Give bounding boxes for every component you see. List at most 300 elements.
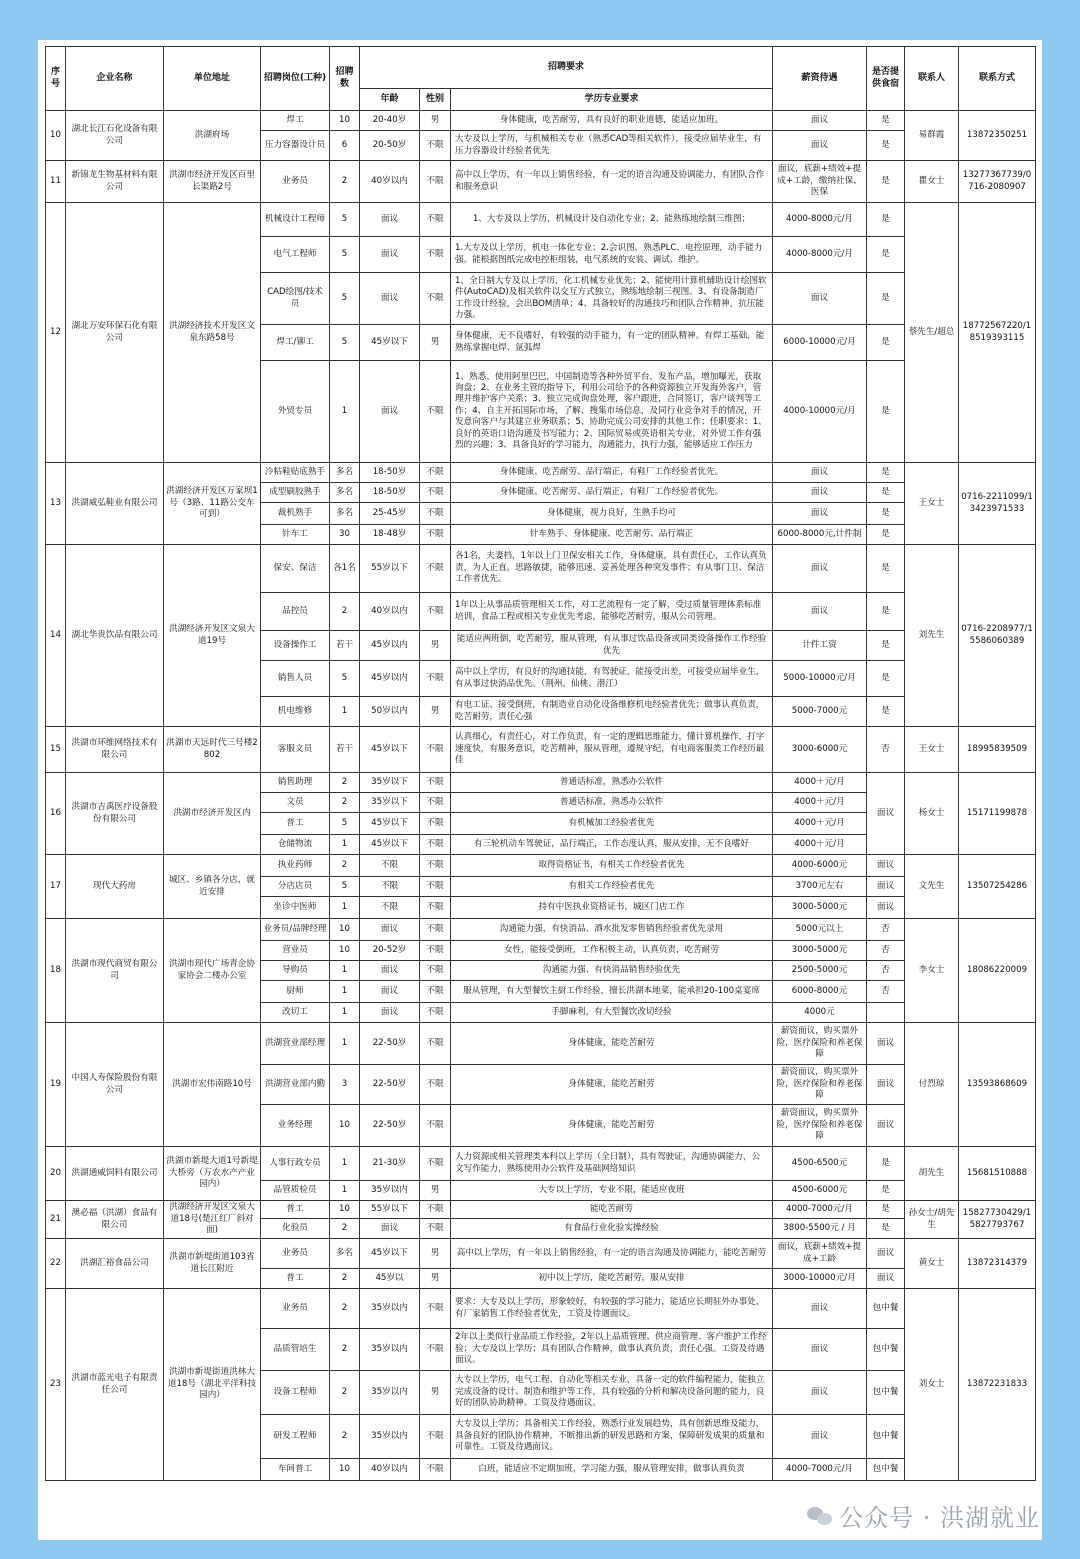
- job-gender: 不限: [420, 661, 451, 697]
- row-seq: 21: [46, 1201, 66, 1239]
- job-gender: 男: [420, 325, 451, 361]
- job-count: 2: [330, 161, 360, 203]
- table-row: [46, 919, 1036, 941]
- job-gender: 不限: [420, 1459, 451, 1481]
- header-position: 招聘岗位(工种): [261, 47, 330, 111]
- contact-phone: 13872314379: [959, 1239, 1036, 1289]
- job-requirements: 能适应两班倒，吃苦耐劳，服从管理，有从事过饮品设备或同类设备操作工作经验优先: [451, 631, 773, 661]
- row-seq: 17: [46, 855, 66, 919]
- job-requirements: 大专及以上学历；具备相关工作经验，熟悉行业发展趋势，具有创新思维及能力，具备良好的团队协作精神，不断推出新的研发思路和方案，保障研发成果的质量和可靠性。工资及待遇面议。: [451, 1415, 773, 1459]
- job-age: 45岁以下: [360, 325, 420, 361]
- job-meals: 是: [867, 661, 905, 697]
- job-salary: 5000-7000元: [773, 697, 867, 727]
- job-salary: 4000＋元/月: [773, 773, 867, 793]
- job-gender: 男: [420, 1371, 451, 1415]
- job-salary: 面议: [773, 1289, 867, 1329]
- job-position: 保安、保洁: [261, 545, 330, 593]
- company-name: 洪湖市环维网络技术有限公司: [66, 727, 164, 773]
- job-requirements: 认真细心，有责任心，对工作负责，有一定的逻辑思维能力，懂计算机操作，打字速度快，有服务意识，吃苦精神，服从管理，遵规守纪，有电商客服类工作经历最佳: [451, 727, 773, 773]
- job-requirements: 初中以上学历，能吃苦耐劳，服从安排: [451, 1269, 773, 1289]
- contact-person: 杨女士: [905, 773, 959, 855]
- job-requirements: 持有中医执业资格证书，城区门店工作: [451, 897, 773, 919]
- job-age: 45岁以下: [360, 813, 420, 835]
- contact-person: 文先生: [905, 855, 959, 919]
- job-position: 品管质检员: [261, 1181, 330, 1201]
- job-count: 2: [330, 773, 360, 793]
- job-count: 10: [330, 941, 360, 961]
- job-age: 面议: [360, 203, 420, 237]
- job-salary: 3800-5500元 / 月: [773, 1219, 867, 1239]
- job-meals: 面议: [867, 1023, 905, 1065]
- job-gender: 男: [420, 697, 451, 727]
- job-gender: 不限: [420, 1147, 451, 1181]
- job-requirements: 高中以上学历，有一年以上销售经验，有一定的语言沟通及协调能力，能吃苦耐劳: [451, 1239, 773, 1269]
- job-meals: 是: [867, 361, 905, 463]
- job-salary: 4000-6000元: [773, 855, 867, 877]
- job-position: 营业员: [261, 941, 330, 961]
- table-row: [46, 1201, 1036, 1219]
- job-position: 仓储物流: [261, 835, 330, 855]
- job-salary: 面议: [773, 1329, 867, 1371]
- job-position: 焊工: [261, 111, 330, 131]
- job-requirements: 要求：大专及以上学历，形象较好，有较强的学习能力，能适应长期驻外办事处，有厂家销售工作经验者优先，工资及待遇面议。: [451, 1289, 773, 1329]
- job-gender: 男: [420, 1181, 451, 1201]
- job-requirements: 身体健康，吃苦耐劳，具有良好的职业道德，能适应加班。: [451, 111, 773, 131]
- job-salary: 4500-6000元: [773, 1181, 867, 1201]
- contact-phone: 18772567220/18519393115: [959, 203, 1036, 463]
- header-gender: 性别: [420, 89, 451, 111]
- job-gender: 不限: [420, 463, 451, 483]
- job-requirements: 沟通能力强、有快消品销售经验优先: [451, 961, 773, 981]
- contact-person: 刘先生: [905, 545, 959, 727]
- job-age: 35岁以内: [360, 1415, 420, 1459]
- row-seq: 15: [46, 727, 66, 773]
- header-address: 单位地址: [164, 47, 261, 111]
- contact-phone: 0716-2208977/15586060389: [959, 545, 1036, 727]
- job-gender: 不限: [420, 503, 451, 525]
- table-row: [46, 545, 1036, 593]
- job-requirements: 身体健康、吃苦耐劳、品行端正，有鞋厂工作经验者优先。: [451, 463, 773, 483]
- company-name: 现代大药房: [66, 855, 164, 919]
- job-age: 35岁以内: [360, 1181, 420, 1201]
- job-requirements: 能吃苦耐劳: [451, 1201, 773, 1219]
- job-count: 10: [330, 111, 360, 131]
- job-meals: 包中餐: [867, 1329, 905, 1371]
- job-meals: 否: [867, 981, 905, 1003]
- job-meals: 是: [867, 203, 905, 237]
- job-salary: 面议: [773, 503, 867, 525]
- job-position: 分店店员: [261, 877, 330, 897]
- job-count: 5: [330, 203, 360, 237]
- job-gender: 男: [420, 1269, 451, 1289]
- company-address: 洪湖市现代广场青企协家协会二楼办公室: [164, 919, 261, 1023]
- contact-phone: 13872231833: [959, 1289, 1036, 1481]
- company-name: 洪湖市现代商贸有限公司: [66, 919, 164, 1023]
- job-requirements: 1、全日制大专及以上学历，化工机械专业优先；2、能使用计算机辅助设计绘图软件(AutoCAD)及相关软件以交互方式独立，熟练地绘制三视图。3、有设备制造厂工作设计经验，会出BOM清单；4、具备较好的沟通技巧和团队合作精神，抗压能力强。: [451, 273, 773, 325]
- job-age: 面议: [360, 1219, 420, 1239]
- job-salary: 3000-6000元: [773, 727, 867, 773]
- job-gender: 不限: [420, 237, 451, 273]
- row-seq: 23: [46, 1289, 66, 1481]
- job-meals: 包中餐: [867, 1415, 905, 1459]
- job-meals: 面议: [867, 1239, 905, 1269]
- job-salary: 面议: [773, 593, 867, 631]
- job-gender: 不限: [420, 1329, 451, 1371]
- job-age: 45岁以内: [360, 631, 420, 661]
- row-seq: 18: [46, 919, 66, 1023]
- table-row: [46, 855, 1036, 877]
- job-requirements: 服从管理，有大型餐饮主厨工作经验，擅长洪湖本地菜，能承担20-100桌宴席: [451, 981, 773, 1003]
- job-position: 人事行政专员: [261, 1147, 330, 1181]
- job-gender: 不限: [420, 161, 451, 203]
- table-row: [46, 463, 1036, 483]
- job-age: 35岁以下: [360, 773, 420, 793]
- job-salary: 面议: [773, 1415, 867, 1459]
- job-count: 2: [330, 1219, 360, 1239]
- company-name: 洪湖汇裕食品公司: [66, 1239, 164, 1289]
- company-address: 洪湖市新堤街道洪林大道18号（湖北平洋科技园内）: [164, 1289, 261, 1481]
- job-meals: 是: [867, 273, 905, 325]
- job-position: 机械设计工程师: [261, 203, 330, 237]
- job-count: 1: [330, 981, 360, 1003]
- job-gender: 不限: [420, 361, 451, 463]
- job-position: 压力容器设计员: [261, 131, 330, 161]
- job-salary: 4000-7000元/月: [773, 1201, 867, 1219]
- job-position: 洪湖营业部内勤: [261, 1065, 330, 1105]
- job-age: 面议: [360, 273, 420, 325]
- job-requirements: 1.大专及以上学历，机电一体化专业；2.会识图，熟悉PLC、电控原理，动手能力强。能根据图纸完成电控柜组装，电气系统的安装、调试、维护。: [451, 237, 773, 273]
- job-salary: 4000元: [773, 1003, 867, 1023]
- job-salary: 3000-5000元: [773, 941, 867, 961]
- job-age: 面议: [360, 961, 420, 981]
- row-seq: 10: [46, 111, 66, 161]
- contact-phone: 13277367739/0716-2080907: [959, 161, 1036, 203]
- header-salary: 薪资待遇: [773, 47, 867, 111]
- job-meals: 包中餐: [867, 1289, 905, 1329]
- job-requirements: 普通话标准，熟悉办公软件: [451, 773, 773, 793]
- job-position: 执业药师: [261, 855, 330, 877]
- job-count: 多名: [330, 463, 360, 483]
- job-position: 普工: [261, 1201, 330, 1219]
- job-count: 1: [330, 897, 360, 919]
- job-age: 35岁以内: [360, 1329, 420, 1371]
- job-count: 5: [330, 813, 360, 835]
- table-row: [46, 1239, 1036, 1269]
- job-position: 业务员/品牌经理: [261, 919, 330, 941]
- wechat-icon: [807, 1505, 833, 1527]
- contact-person: 刘女士: [905, 1289, 959, 1481]
- job-count: 1: [330, 835, 360, 855]
- row-seq: 12: [46, 203, 66, 463]
- job-requirements: 身体健康，视力良好，生熟手均可: [451, 503, 773, 525]
- job-gender: 不限: [420, 483, 451, 503]
- job-salary: 4000＋元/月: [773, 813, 867, 835]
- job-requirements: 手脚麻利，有大型餐饮改切经验: [451, 1003, 773, 1023]
- job-meals: 面议: [867, 1105, 905, 1147]
- company-name: 新锦龙生物基材料有限公司: [66, 161, 164, 203]
- job-position: 品质管培生: [261, 1329, 330, 1371]
- job-age: 25-45岁: [360, 503, 420, 525]
- job-salary: 6000-10000元/月: [773, 325, 867, 361]
- job-count: 30: [330, 525, 360, 545]
- job-salary: 面议: [773, 111, 867, 131]
- job-gender: 不限: [420, 813, 451, 835]
- job-meals: 是: [867, 131, 905, 161]
- row-seq: 19: [46, 1023, 66, 1147]
- contact-person: 王女士: [905, 727, 959, 773]
- company-address: 洪湖市新堤大道1号新堤大桥旁（万农水产产业园内）: [164, 1147, 261, 1201]
- job-age: 55岁以下: [360, 1201, 420, 1219]
- job-count: 2: [330, 1329, 360, 1371]
- job-count: 2: [330, 1371, 360, 1415]
- job-salary: 面议: [773, 483, 867, 503]
- contact-phone: 13593868609: [959, 1023, 1036, 1147]
- watermark: [807, 1498, 1040, 1533]
- job-position: 电气工程师: [261, 237, 330, 273]
- job-age: 20-50岁: [360, 131, 420, 161]
- header-edu: 学历专业要求: [451, 89, 773, 111]
- job-salary: 面议: [773, 545, 867, 593]
- job-gender: 不限: [420, 835, 451, 855]
- job-age: 不限: [360, 877, 420, 897]
- job-age: 45岁以: [360, 1269, 420, 1289]
- table-row: [46, 1023, 1036, 1065]
- job-requirements: 身体健康，能吃苦耐劳: [451, 1023, 773, 1065]
- job-age: 50岁以内: [360, 697, 420, 727]
- job-count: 多名: [330, 483, 360, 503]
- job-requirements: 身体健康，能吃苦耐劳: [451, 1105, 773, 1147]
- job-count: 10: [330, 919, 360, 941]
- job-salary: 面议，底薪+绩效+提成+工龄，缴纳社保、医保: [773, 161, 867, 203]
- job-position: 机电维修: [261, 697, 330, 727]
- company-address: 洪湖经济开发区文泉大道18号(楚江红厂斜对面): [164, 1201, 261, 1239]
- row-seq: 20: [46, 1147, 66, 1201]
- company-address: 洪湖经济技术开发区文泉东路58号: [164, 203, 261, 463]
- job-meals: 是: [867, 503, 905, 525]
- job-meals: 否: [867, 961, 905, 981]
- job-meals: 是: [867, 631, 905, 661]
- job-salary: 2500-5000元: [773, 961, 867, 981]
- company-name: 湖北长江石化设备有限公司: [66, 111, 164, 161]
- job-age: 40岁以内: [360, 161, 420, 203]
- job-position: 针车工: [261, 525, 330, 545]
- job-position: 厨师: [261, 981, 330, 1003]
- job-age: 55岁以下: [360, 545, 420, 593]
- job-age: 35岁以下: [360, 793, 420, 813]
- job-gender: 不限: [420, 877, 451, 897]
- job-gender: 不限: [420, 1003, 451, 1023]
- company-name: 中国人寿保险股份有限公司: [66, 1023, 164, 1147]
- contact-person: 付烈琼: [905, 1023, 959, 1147]
- job-position: 成型刷胶熟手: [261, 483, 330, 503]
- job-gender: 不限: [420, 1065, 451, 1105]
- company-name: 湖北万安环保石化有限公司: [66, 203, 164, 463]
- job-position: 洪湖营业部经理: [261, 1023, 330, 1065]
- job-age: 18-50岁: [360, 483, 420, 503]
- header-company: 企业名称: [66, 47, 164, 111]
- job-meals: 是: [867, 545, 905, 593]
- company-address: 洪湖市新堤街道103省道长江附近: [164, 1239, 261, 1289]
- job-gender: 不限: [420, 1415, 451, 1459]
- job-position: 销售人员: [261, 661, 330, 697]
- contact-person: 黄女士: [905, 1239, 959, 1289]
- job-age: 18-50岁: [360, 463, 420, 483]
- contact-person: 李女士: [905, 919, 959, 1023]
- job-requirements: 普通话标准，熟悉办公软件: [451, 793, 773, 813]
- job-meals: 是: [867, 525, 905, 545]
- job-requirements: 1年以上从事品质管理相关工作，对工艺流程有一定了解，受过质量管理体系标准培训，食品工程或相关专业优先考虑，能够吃苦耐劳，服从公司管理。: [451, 593, 773, 631]
- recruitment-sheet: [38, 40, 1042, 1540]
- job-gender: 不限: [420, 1105, 451, 1147]
- job-position: 文员: [261, 793, 330, 813]
- job-age: 面议: [360, 981, 420, 1003]
- job-position: 研发工程师: [261, 1415, 330, 1459]
- job-gender: 不限: [420, 981, 451, 1003]
- contact-phone: 13872350251: [959, 111, 1036, 161]
- job-gender: 不限: [420, 897, 451, 919]
- contact-phone: 15681510888: [959, 1147, 1036, 1201]
- job-meals: 包中餐: [867, 1459, 905, 1481]
- company-address: 洪湖经济开发区万家坝1号（3路、11路公交车可到）: [164, 463, 261, 545]
- job-count: 5: [330, 325, 360, 361]
- job-meals: 否: [867, 941, 905, 961]
- job-count: 2: [330, 1269, 360, 1289]
- job-salary: 3000-10000元/月: [773, 1269, 867, 1289]
- company-name: 洪湖市蓝光电子有限责任公司: [66, 1289, 164, 1481]
- job-age: 35岁以内: [360, 1289, 420, 1329]
- job-requirements: 取得资格证书，有相关工作经验者优先: [451, 855, 773, 877]
- contact-person: 瞿女士: [905, 161, 959, 203]
- job-meals: 面议: [867, 1065, 905, 1105]
- job-count: 5: [330, 661, 360, 697]
- job-salary: 面议，底薪+绩效+提成+工龄: [773, 1239, 867, 1269]
- job-gender: 不限: [420, 1289, 451, 1329]
- row-seq: 16: [46, 773, 66, 855]
- contact-person: 易群霞: [905, 111, 959, 161]
- job-position: 车间普工: [261, 1459, 330, 1481]
- job-count: 3: [330, 1065, 360, 1105]
- job-meals: 是: [867, 1219, 905, 1239]
- job-age: 18-48岁: [360, 525, 420, 545]
- job-salary: 4000-10000元/月: [773, 361, 867, 463]
- job-meals: 是: [867, 237, 905, 273]
- table-row: [46, 161, 1036, 203]
- job-salary: 面议: [773, 131, 867, 161]
- row-seq: 14: [46, 545, 66, 727]
- job-count: 1: [330, 1003, 360, 1023]
- job-age: 45岁以内: [360, 661, 420, 697]
- job-requirements: 有三轮机动车驾驶证，品行端正，工作态度认真，服从安排，无不良嗜好: [451, 835, 773, 855]
- job-count: 多名: [330, 503, 360, 525]
- job-requirements: 有机械加工经验者优先: [451, 813, 773, 835]
- job-count: 2: [330, 1289, 360, 1329]
- job-meals: 面议: [867, 1269, 905, 1289]
- job-count: 若干: [330, 727, 360, 773]
- recruitment-table: [45, 46, 1036, 1481]
- job-position: 普工: [261, 1269, 330, 1289]
- job-salary: 4000＋元/月: [773, 793, 867, 813]
- job-age: 22-50岁: [360, 1023, 420, 1065]
- job-gender: 不限: [420, 941, 451, 961]
- job-position: 外贸专员: [261, 361, 330, 463]
- company-name: 湖北华贵饮品有限公司: [66, 545, 164, 727]
- job-age: 20-52岁: [360, 941, 420, 961]
- job-count: 5: [330, 273, 360, 325]
- job-requirements: 大专及以上学历，与机械相关专业（熟悉CAD等相关软件），接受应届毕业生，有压力容器设计经验者优先: [451, 131, 773, 161]
- job-gender: 不限: [420, 273, 451, 325]
- row-seq: 11: [46, 161, 66, 203]
- contact-phone: 13507254286: [959, 855, 1036, 919]
- job-gender: 男: [420, 631, 451, 661]
- job-position: 业务员: [261, 1289, 330, 1329]
- job-meals: 面议: [867, 773, 905, 855]
- company-address: 洪湖市宏伟南路10号: [164, 1023, 261, 1147]
- job-gender: 不限: [420, 793, 451, 813]
- job-position: 导购员: [261, 961, 330, 981]
- job-gender: 不限: [420, 593, 451, 631]
- job-requirements: 身体健康、吃苦耐劳、品行端正，有鞋厂工作经验者优先。: [451, 483, 773, 503]
- job-position: 普工: [261, 813, 330, 835]
- job-position: 改切工: [261, 1003, 330, 1023]
- job-position: 品控员: [261, 593, 330, 631]
- job-gender: 不限: [420, 131, 451, 161]
- job-position: 焊工/铆工: [261, 325, 330, 361]
- job-salary: 5000元以上: [773, 919, 867, 941]
- job-position: 设备操作工: [261, 631, 330, 661]
- job-requirements: 各1名，夫妻档，1年以上门卫保安相关工作，身体健康，具有责任心，工作认真负责，为人正直，思路敏捷，能够迅速、妥善处理各种突发事件；有从事门卫、保洁工作者优先。: [451, 545, 773, 593]
- job-position: 业务员: [261, 1239, 330, 1269]
- job-requirements: 白班，能适应不定期加班，学习能力强，服从管理安排，做事认真负责: [451, 1459, 773, 1481]
- company-address: 洪湖市经济开发区百里长渠路2号: [164, 161, 261, 203]
- job-count: 10: [330, 1459, 360, 1481]
- job-meals: [867, 1003, 905, 1023]
- job-age: 22-50岁: [360, 1105, 420, 1147]
- job-age: 40岁以内: [360, 593, 420, 631]
- job-meals: 是: [867, 483, 905, 503]
- job-salary: 4000-7000元/月: [773, 1459, 867, 1481]
- job-count: 5: [330, 237, 360, 273]
- table-row: [46, 727, 1036, 773]
- header-count: 招聘数: [330, 47, 360, 111]
- job-age: 22-50岁: [360, 1065, 420, 1105]
- job-gender: 不限: [420, 727, 451, 773]
- company-address: 洪湖市天远时代三号楼2802: [164, 727, 261, 773]
- job-count: 若干: [330, 631, 360, 661]
- job-meals: 面议: [867, 877, 905, 897]
- job-count: 2: [330, 793, 360, 813]
- job-gender: 不限: [420, 1219, 451, 1239]
- job-salary: 4000-8000元/月: [773, 203, 867, 237]
- job-salary: 面议: [773, 1371, 867, 1415]
- job-count: 1: [330, 961, 360, 981]
- job-meals: 是: [867, 463, 905, 483]
- job-meals: 否: [867, 919, 905, 941]
- job-salary: 6000-8000元: [773, 981, 867, 1003]
- job-gender: 不限: [420, 525, 451, 545]
- job-requirements: 针车熟手、身体健康、吃苦耐劳、品行端正: [451, 525, 773, 545]
- job-gender: 不限: [420, 1023, 451, 1065]
- job-gender: 不限: [420, 919, 451, 941]
- row-seq: 22: [46, 1239, 66, 1289]
- job-gender: 男: [420, 111, 451, 131]
- job-requirements: 高中以上学历，有良好的沟通技能，有驾驶证，能接受出差，可接受应届毕业生，有从事过快消品优先。（荆州、仙桃、潜江）: [451, 661, 773, 697]
- job-salary: 薪资面议，购买票外险，医疗保险和养老保障: [773, 1065, 867, 1105]
- job-count: 1: [330, 1023, 360, 1065]
- job-requirements: 大专以上学历，专业不限，能适应夜班: [451, 1181, 773, 1201]
- job-meals: 是: [867, 697, 905, 727]
- job-requirements: 有电工证、接受倒班，有制造业自动化设备维修机电经验者优先；做事认真负责，吃苦耐劳，责任心强: [451, 697, 773, 727]
- table-row: [46, 1147, 1036, 1181]
